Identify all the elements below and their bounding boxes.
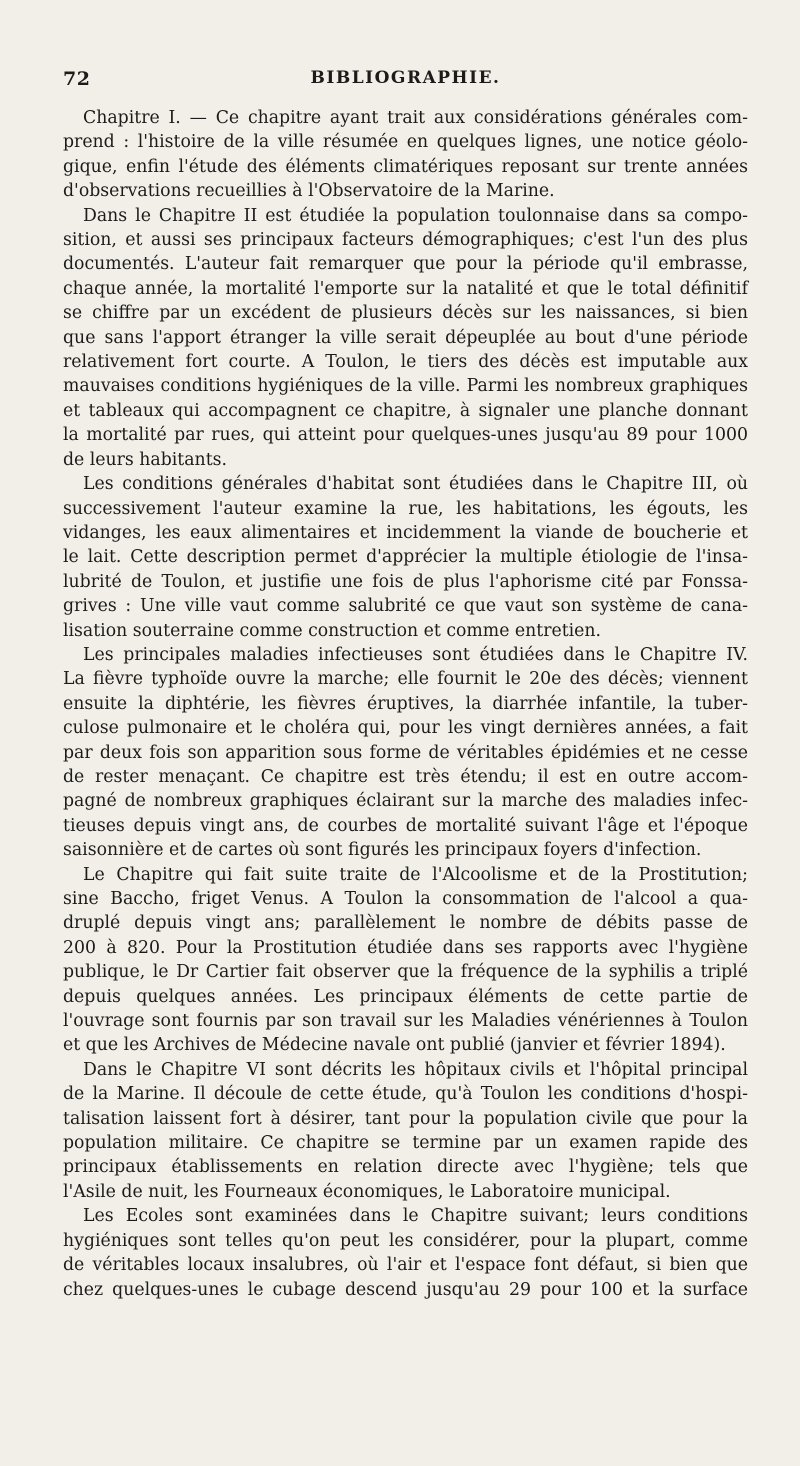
- text-line: druplé depuis vingt ans; parallèlement le nombre de débits passe de: [63, 913, 748, 934]
- text-line: par deux fois son apparition sous forme de véritables épidémies et ne cesse: [63, 742, 748, 763]
- text-line: prend : l'histoire de la ville résumée en quelques lignes, une notice géolo-: [63, 132, 748, 153]
- text-line: de véritables locaux insalubres, où l'air et l'espace font défaut, si bien que: [63, 1255, 748, 1276]
- text-line: et que les Archives de Médecine navale ont publié (janvier et février 1894).: [63, 1035, 726, 1056]
- text-line: lisation souterraine comme construction et comme entretien.: [63, 620, 602, 641]
- page-number: 72: [63, 68, 91, 90]
- text-line: de la Marine. Il découle de cette étude, qu'à Toulon les conditions d'hospi-: [63, 1084, 748, 1105]
- text-line: sine Baccho, friget Venus. A Toulon la consommation de l'alcool a qua-: [63, 889, 748, 909]
- running-title: BIBLIOGRAPHIE.: [310, 68, 501, 88]
- text-line: population militaire. Ce chapitre se termine par un examen rapide des: [63, 1133, 748, 1154]
- text-line: mauvaises conditions hygiéniques de la ville. Parmi les nombreux graphiques: [63, 376, 748, 397]
- text-line: de rester menaçant. Ce chapitre est très étendu; il est en outre accom-: [63, 766, 748, 787]
- text-line: saisonnière et de cartes où sont figurés les principaux foyers d'infection.: [63, 840, 702, 861]
- text-line: Les principales maladies infectieuses sont étudiées dans le Chapitre IV.: [83, 644, 748, 665]
- text-line: hygiéniques sont telles qu'on peut les considérer, pour la plupart, comme: [63, 1230, 748, 1251]
- text-line: culose pulmonaire et le choléra qui, pour les vingt dernières années, a fait: [63, 718, 748, 739]
- text-line: ensuite la diphtérie, les fièvres éruptives, la diarrhée infantile, la tuber-: [63, 693, 748, 714]
- text-line: Les conditions générales d'habitat sont étudiées dans le Chapitre III, où: [83, 474, 748, 495]
- text-line: La fièvre typhoïde ouvre la marche; elle fournit le 20e des décès; viennent: [63, 669, 748, 690]
- text-line: gique, enfin l'étude des éléments climatériques reposant sur trente années: [63, 156, 748, 177]
- text-line: relativement fort courte. A Toulon, le tiers des décès est imputable aux: [63, 352, 748, 373]
- text-line: l'Asile de nuit, les Fourneaux économiques, le Laboratoire municipal.: [63, 1181, 671, 1202]
- body-text: [63, 106, 748, 1302]
- text-line: depuis quelques années. Les principaux éléments de cette partie de: [63, 986, 748, 1007]
- text-line: vidanges, les eaux alimentaires et incidemment la viande de boucherie et: [63, 522, 748, 543]
- text-line: 200 à 820. Pour la Prostitution étudiée dans ses rapports avec l'hygiène: [63, 937, 748, 958]
- text-line: successivement l'auteur examine la rue, les habitations, les égouts, les: [63, 498, 748, 519]
- text-line: la mortalité par rues, qui atteint pour quelques-unes jusqu'au 89 pour 1000: [63, 425, 748, 446]
- text-line: de leurs habitants.: [63, 449, 227, 470]
- text-line: principaux établissements en relation directe avec l'hygiène; tels que: [63, 1157, 748, 1178]
- text-line: Chapitre I. — Ce chapitre ayant trait aux considérations générales com-: [83, 108, 748, 128]
- text-line: Le Chapitre qui fait suite traite de l'Alcoolisme et de la Prostitution;: [83, 864, 748, 885]
- text-line: pagné de nombreux graphiques éclairant sur la marche des maladies infec-: [63, 791, 748, 812]
- text-line: talisation laissent fort à désirer, tant pour la population civile que pour la: [63, 1108, 748, 1129]
- text-line: Dans le Chapitre II est étudiée la population toulonnaise dans sa compo-: [83, 205, 748, 226]
- text-line: Les Ecoles sont examinées dans le Chapitre suivant; leurs conditions: [83, 1206, 748, 1227]
- text-line: chaque année, la mortalité l'emporte sur la natalité et que le total définitif: [63, 278, 748, 299]
- text-line: grives : Une ville vaut comme salubrité ce que vaut son système de cana-: [63, 596, 748, 617]
- text-line: publique, le Dr Cartier fait observer que la fréquence de la syphilis a triplé: [63, 962, 748, 983]
- text-line: lubrité de Toulon, et justifie une fois de plus l'aphorisme cité par Fonssa-: [63, 571, 748, 592]
- text-line: tieuses depuis vingt ans, de courbes de mortalité suivant l'âge et l'époque: [63, 815, 748, 836]
- text-line: le lait. Cette description permet d'apprécier la multiple étiologie de l'insa-: [63, 547, 748, 568]
- text-line: Dans le Chapitre VI sont décrits les hôpitaux civils et l'hôpital principal: [83, 1059, 748, 1080]
- text-line: documentés. L'auteur fait remarquer que pour la période qu'il embrasse,: [63, 254, 748, 275]
- text-line: d'observations recueillies à l'Observatoire de la Marine.: [63, 181, 555, 202]
- text-line: chez quelques-unes le cubage descend jusqu'au 29 pour 100 et la surface: [63, 1279, 748, 1300]
- text-line: que sans l'apport étranger la ville serait dépeuplée au bout d'une période: [63, 327, 748, 348]
- text-line: sition, et aussi ses principaux facteurs démographiques; c'est l'un des plus: [63, 230, 748, 251]
- page-header: [63, 68, 748, 94]
- text-line: et tableaux qui accompagnent ce chapitre, à signaler une planche donnant: [63, 400, 748, 421]
- text-line: se chiffre par un excédent de plusieurs décès sur les naissances, si bien: [63, 303, 748, 324]
- text-line: l'ouvrage sont fournis par son travail sur les Maladies vénériennes à Toulon: [63, 1011, 748, 1032]
